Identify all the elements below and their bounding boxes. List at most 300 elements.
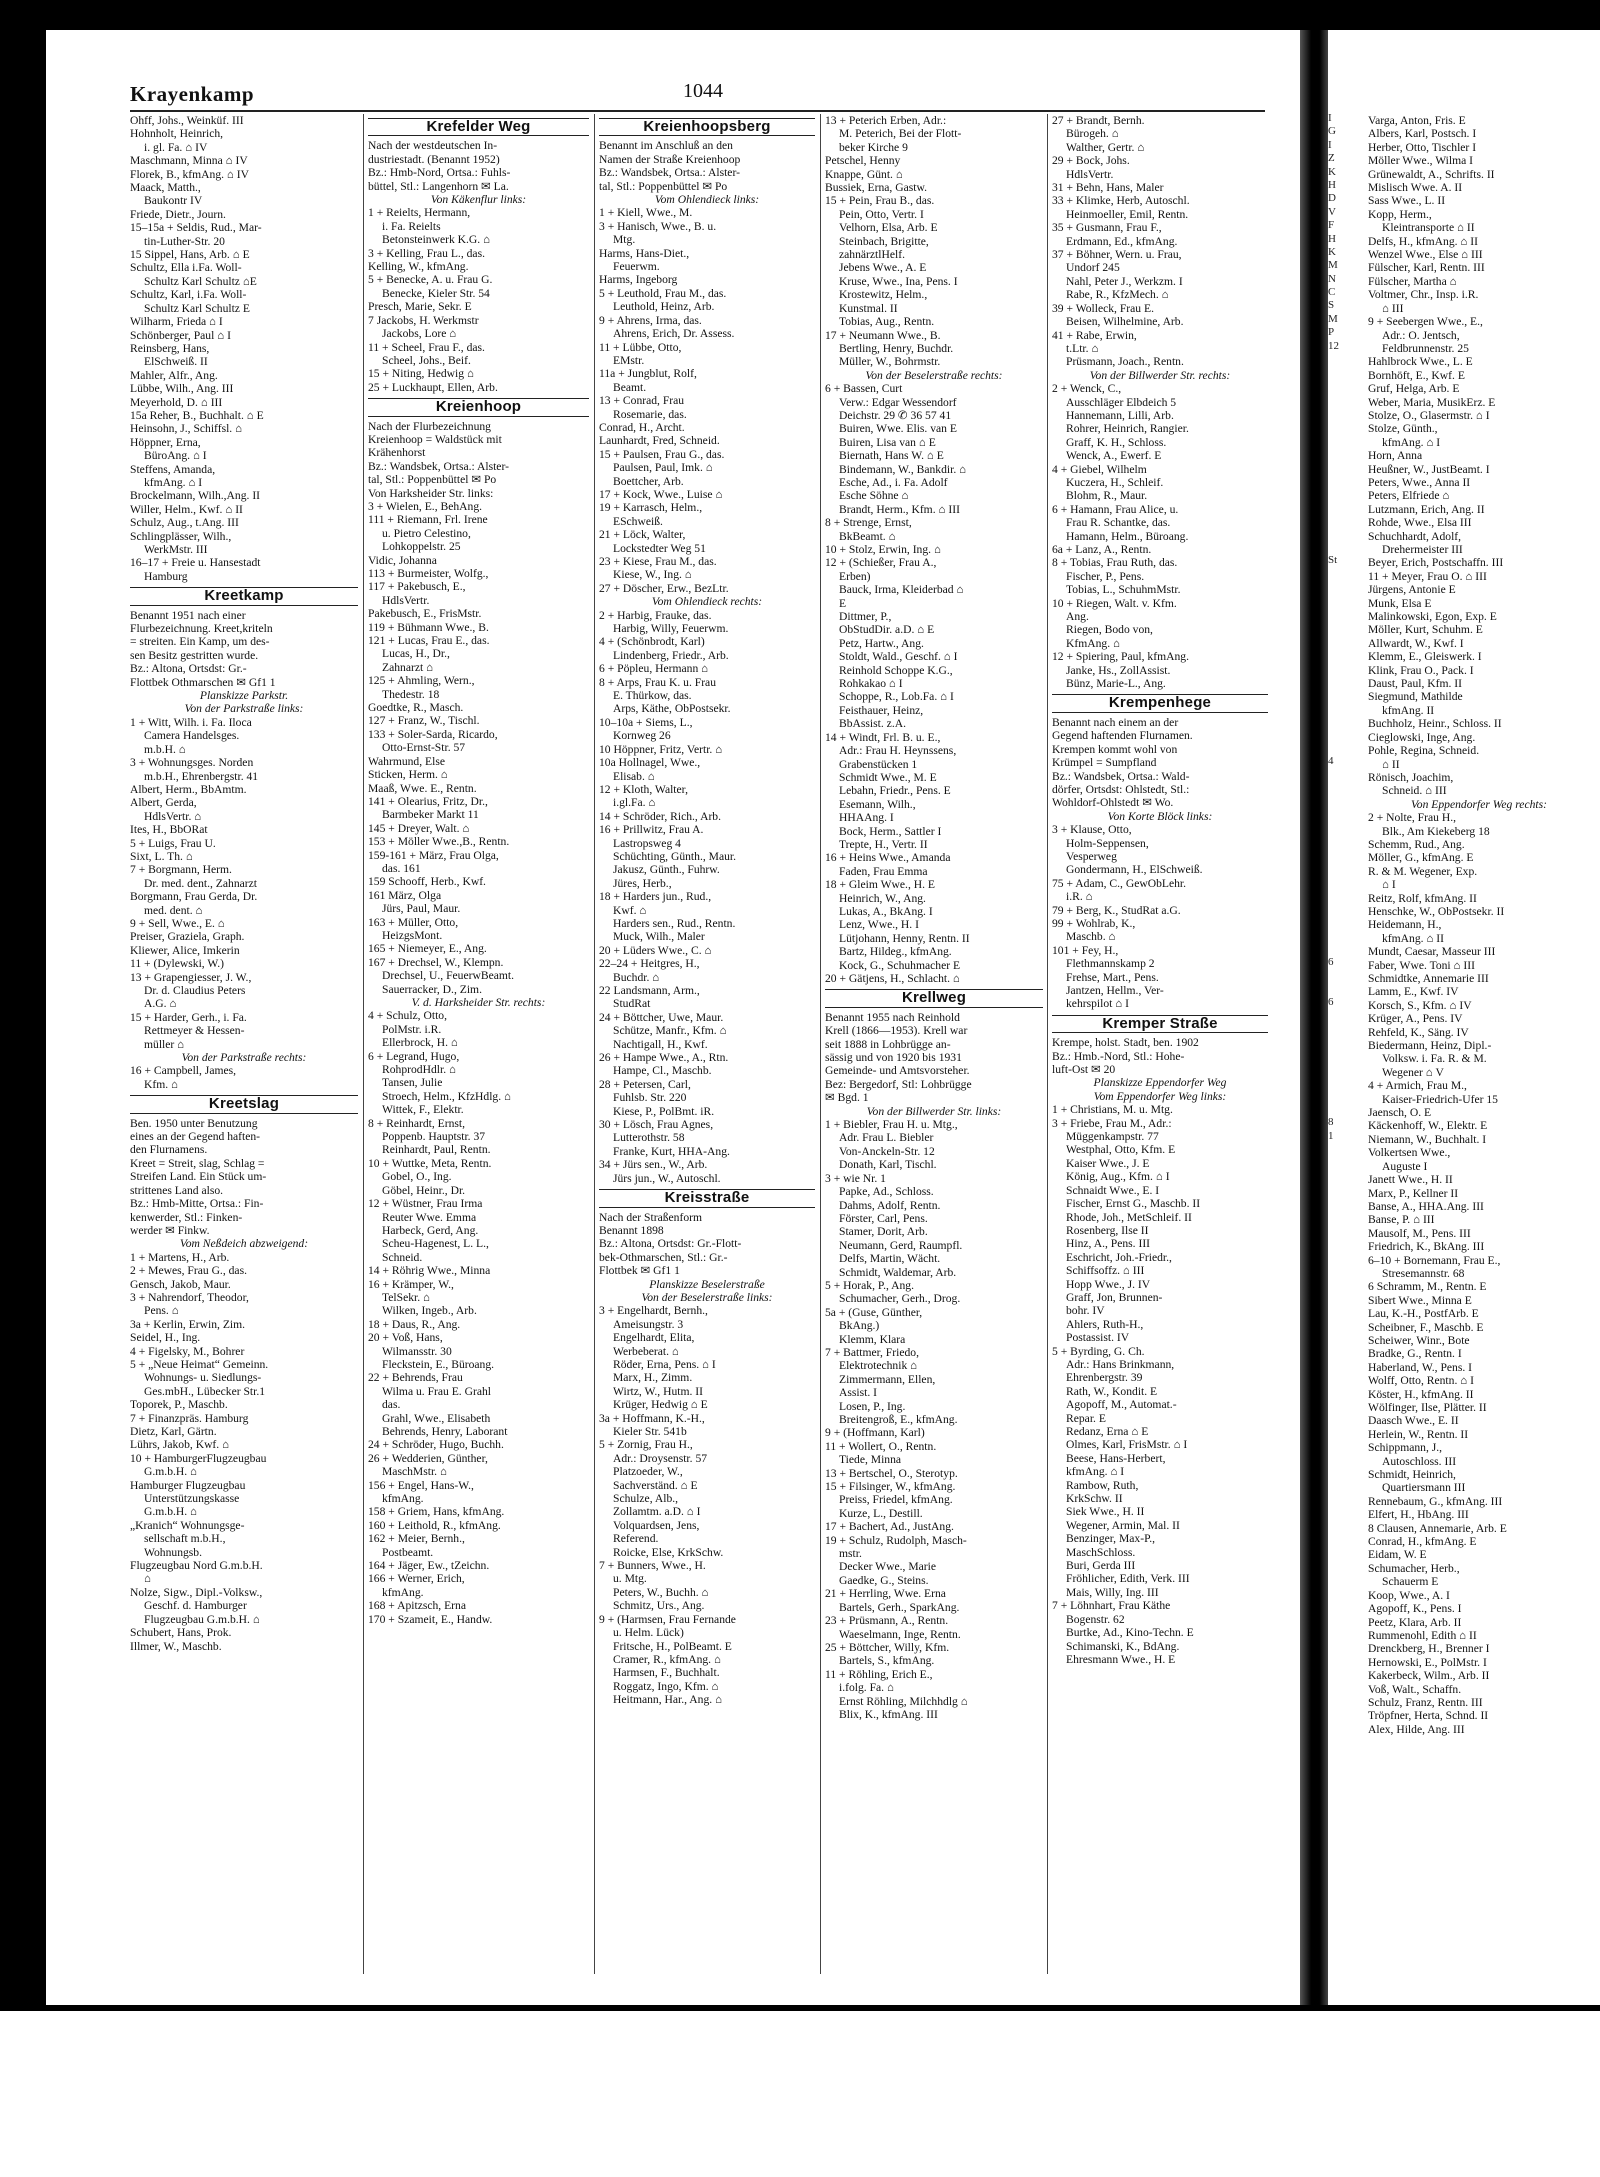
directory-entry: Wilharm, Frieda ⌂ I [130,315,223,329]
edge-fragment [1328,728,1358,741]
entry-continuation: Pein, Otto, Vertr. I [839,207,924,221]
entry-continuation: Adr. Frau L. Biebler [839,1131,934,1145]
directory-entry: 99 + Wohlrab, K., [1052,916,1136,930]
directory-entry: Ohff, Johs., Weinküf. III [130,114,244,127]
directory-entry: Schubert, Hans, Prok. [130,1626,232,1640]
directory-entry: Benannt 1898 [599,1223,664,1237]
directory-entry: 8 Clausen, Annemarie, Arb. E [1368,1521,1507,1535]
directory-entry: 21 + Herrling, Wwe. Erna [825,1587,946,1601]
directory-entry: 5 + Benecke, A. u. Frau G. [368,273,493,287]
directory-entry: Schultz, Ella i.Fa. Woll- [130,261,242,275]
scanner-border-left [0,0,46,2010]
directory-entry: Bussiek, Erna, Gastw. [825,181,927,195]
entry-continuation: Schultz Karl Schultz ⌂E [144,274,257,288]
entry-continuation: bohr. IV [1066,1304,1105,1318]
entry-continuation: Benzinger, Max-P., [1066,1532,1156,1546]
directory-entry: Harms, Ingeborg [599,273,678,287]
entry-continuation: Brandt, Herm., Kfm. ⌂ III [839,502,960,516]
entry-continuation: Harmsen, F., Buchhalt. [613,1666,720,1680]
entry-continuation: u. Pietro Celestino, [382,526,471,540]
directory-entry: 5 + „Neue Heimat“ Gemeinn. [130,1357,269,1371]
entry-continuation: Lucas, H., Dr., [382,647,450,661]
entry-continuation: Jüres, Herb., [613,876,672,890]
entry-continuation: Harbeck, Gerd, Ang. [382,1223,479,1237]
directory-entry: Käckenhoff, W., Elektr. E [1368,1119,1488,1133]
directory-entry: Sixt, L. Th. ⌂ [130,849,193,863]
directory-entry: 27 + Brandt, Bernh. [1052,114,1145,127]
entry-continuation: Schneid. [382,1250,423,1264]
entry-continuation: Ellerbrock, H. ⌂ [382,1036,458,1050]
directory-entry: Friede, Dietr., Journ. [130,207,226,221]
entry-continuation: Hinz, A., Pens. III [1066,1237,1151,1251]
directory-entry: 6–10 + Bornemann, Frau E., [1368,1253,1501,1267]
directory-entry: 1 + Witt, Wilh. i. Fa. Iloca [130,715,252,729]
entry-continuation: Elektrotechnik ⌂ [839,1359,918,1373]
entry-continuation: Förster, Carl, Pens. [839,1211,928,1225]
edge-fragment [1328,634,1358,647]
entry-continuation: Kiese, W., Ing. ⌂ [613,568,692,582]
entry-continuation: Jackobs, Lore ⌂ [382,327,457,341]
directory-entry: Schemm, Rud., Ang. [1368,837,1465,851]
directory-entry: 156 + Engel, Hans-W., [368,1478,474,1492]
directory-entry: Conrad, H., kfmAng. E [1368,1535,1477,1549]
entry-continuation: Schneid. ⌂ III [1382,784,1447,798]
directory-entry: Biedermann, Heinz, Dipl.- [1368,1039,1492,1053]
edge-fragment: St [1328,553,1338,566]
directory-entry: 18 + Harders jun., Rud., [599,890,712,904]
directory-entry: Klemm, E., Gleiswerk. I [1368,650,1482,664]
edge-fragment [1328,500,1358,513]
directory-entry: Möller, Kurt, Schuhm. E [1368,623,1483,637]
directory-entry: Peetz, Klara, Arb. II [1368,1615,1462,1629]
directory-entry: 24 + Böttcher, Uwe, Maur. [599,1010,724,1024]
directory-entry: 10 + Wuttke, Meta, Rentn. [368,1156,492,1170]
entry-continuation: Riegen, Bodo von, [1066,623,1153,637]
directory-entry: 159 Schooff, Herb., Kwf. [368,875,486,889]
directory-entry: Eidam, W. E [1368,1548,1427,1562]
entry-continuation: Graff, Jon, Brunnen- [1066,1290,1163,1304]
entry-continuation: Bertling, Henry, Buchdr. [839,341,954,355]
directory-entry: 121 + Lucas, Frau E., das. [368,634,490,648]
entry-continuation: tin-Luther-Str. 20 [144,234,225,248]
directory-entry: Fülscher, Karl, Rentn. III [1368,261,1485,275]
entry-continuation: ⌂ II [1382,757,1400,771]
edge-fragment [1328,1103,1358,1116]
directory-entry: Conrad, H., Archt. [599,420,685,434]
directory-entry: Albert, Gerda, [130,796,197,810]
directory-entry: Faber, Wwe. Toni ⌂ III [1368,958,1475,972]
directory-entry: 2 + Mewes, Frau G., das. [130,1264,247,1278]
entry-continuation: Beisen, Wilhelmine, Arb. [1066,315,1184,329]
directory-entry: 11 + Röhling, Erich E., [825,1667,933,1681]
directory-entry: Weber, Maria, MusikErz. E [1368,395,1496,409]
edge-fragment [1328,407,1358,420]
street-heading: Kremper Straße [1052,1015,1268,1033]
entry-continuation: Janke, Hs., ZollAssist. [1066,663,1171,677]
entry-continuation: Ameisungstr. 3 [613,1317,684,1331]
directory-entry: tal, Stl.: Poppenbüttel ✉ Po [599,179,728,193]
directory-entry: Rehfeld, K., Säng. IV [1368,1025,1469,1039]
edge-fragment: M [1328,312,1338,325]
directory-entry: 3 + wie Nr. 1 [825,1171,886,1185]
directory-entry: 163 + Müller, Otto, [368,915,459,929]
entry-continuation: Petz, Hartw., Ang. [839,636,924,650]
directory-entry: Maaß, Wwe. E., Rentn. [368,781,477,795]
entry-continuation: Bartels, S., kfmAng. [839,1654,935,1668]
entry-continuation: Kleintransporte ⌂ II [1382,221,1475,235]
entry-continuation: i.R. ⌂ [1066,890,1093,904]
entry-continuation: HdlsVertr. [1066,167,1114,181]
entry-continuation: Verw.: Edgar Wessendorf [839,395,957,409]
directory-entry: 7 + Löhnhart, Frau Käthe [1052,1599,1171,1613]
directory-entry: Buchholz, Heinr., Schloss. II [1368,717,1502,731]
entry-continuation: Zimmermann, Ellen, [839,1372,936,1386]
directory-entry: 11 + (Dylewski, W.) [130,957,225,971]
entry-continuation: Repar. E [1066,1411,1106,1425]
entry-continuation: MaschMstr. ⌂ [382,1465,447,1479]
entry-continuation: StudRat [613,997,651,1011]
entry-continuation: ESchweiß. [613,514,663,528]
section-subheading: Von Eppendorfer Weg rechts: [1411,797,1547,811]
entry-continuation: Cramer, R., kfmAng. ⌂ [613,1652,721,1666]
directory-entry: 3a + Kerlin, Erwin, Zim. [130,1317,246,1331]
directory-entry: Jürgens, Antonie E [1368,583,1456,597]
entry-continuation: Volquardsen, Jens, [613,1518,700,1532]
entry-continuation: Lohkoppelstr. 25 [382,540,461,554]
directory-entry: 125 + Ahmling, Wern., [368,674,475,688]
entry-continuation: Kiese, P., PolBmt. iR. [613,1104,715,1118]
directory-entry: Mausolf, M., Pens. III [1368,1226,1471,1240]
directory-entry: 9 + (Hoffmann, Karl) [825,1426,925,1440]
directory-entry: Haberland, W., Pens. I [1368,1360,1473,1374]
edge-fragment: 6 [1328,955,1334,968]
entry-continuation: Hannemann, Lilli, Arb. [1066,408,1174,422]
directory-entry: 3 + Hanisch, Wwe., B. u. [599,219,717,233]
entry-continuation: Jürs, Paul, Maur. [382,902,461,916]
directory-entry: Hamburger Flugzeugbau [130,1478,246,1492]
directory-entry: Schumacher, Herb., [1368,1561,1460,1575]
edge-fragment [1328,741,1358,754]
edge-fragment [1328,527,1358,540]
entry-continuation: Von-Anckeln-Str. 12 [839,1144,935,1158]
entry-continuation: Postbeamt. [382,1545,434,1559]
entry-continuation: Fischer, Ernst G., Maschb. II [1066,1197,1201,1211]
entry-continuation: Wilken, Ingeb., Arb. [382,1304,477,1318]
entry-continuation: TelSekr. ⌂ [382,1290,431,1304]
directory-entry: luft-Ost ✉ 20 [1052,1063,1116,1077]
directory-entry: 164 + Jäger, Ew., tZeichn. [368,1559,490,1573]
entry-continuation: t.Ltr. ⌂ [1066,341,1099,355]
entry-continuation: Tiede, Minna [839,1453,902,1467]
entry-continuation: MaschSchloss. [1066,1545,1136,1559]
entry-continuation: Rohkakao ⌂ I [839,677,903,691]
entry-continuation: HdlsVertr. ⌂ [144,809,202,823]
entry-continuation: Esche Söhne ⌂ [839,489,909,503]
entry-continuation: das. [382,1398,401,1412]
entry-continuation: Zollamtm. a.D. ⌂ I [613,1505,701,1519]
street-heading: Krellweg [825,989,1043,1007]
entry-continuation: Tansen, Julie [382,1076,443,1090]
edge-fragment [1328,1063,1358,1076]
entry-continuation: zahnärztlHelf. [839,248,905,262]
directory-entry: Nach der Flurbezeichnung [368,419,491,433]
directory-entry: 1 + Martens, H., Arb. [130,1250,230,1264]
entry-continuation: Lutterothstr. 58 [613,1131,685,1145]
entry-continuation: i.folg. Fa. ⌂ [839,1681,894,1695]
entry-continuation: Roicke, Else, KrkSchw. [613,1545,724,1559]
entry-continuation: BkAng.) [839,1319,880,1333]
directory-entry: 145 + Dreyer, Walt. ⌂ [368,821,470,835]
directory-entry: Stolze, O., Glasermstr. ⌂ I [1368,408,1490,422]
directory-entry: Preiser, Graziela, Graph. [130,930,245,944]
directory-entry: ✉ Bgd. 1 [825,1091,869,1105]
entry-continuation: Wohnungsb. [144,1545,203,1559]
directory-entry: Flugzeugbau Nord G.m.b.H. [130,1559,263,1573]
entry-continuation: Hamburg [144,569,188,583]
directory-entry: 5a + (Guse, Günther, [825,1305,923,1319]
directory-entry: Harms, Hans-Diet., [599,246,690,260]
entry-continuation: E. Thürkow, das. [613,689,692,703]
entry-continuation: Scheu-Hagenest, L. L., [382,1237,489,1251]
entry-continuation: Feuerwm. [613,260,660,274]
directory-entry: 27 + Döscher, Erw., BezLtr. [599,581,729,595]
entry-continuation: Neumann, Gerd, Raumpfl. [839,1238,963,1252]
edge-fragment [1328,594,1358,607]
entry-continuation: Gondermann, H., ElSchweiß. [1066,863,1203,877]
directory-entry: 17 + Bachert, Ad., JustAng. [825,1520,954,1534]
entry-continuation: med. dent. ⌂ [144,903,203,917]
directory-entry: Nach der westdeutschen In- [368,139,498,153]
directory-entry: 170 + Szameit, E., Handw. [368,1612,493,1626]
directory-entry: Rennebaum, G., kfmAng. III [1368,1494,1503,1508]
entry-continuation: ⌂ I [1382,878,1396,892]
entry-continuation: Flugzeugbau G.m.b.H. ⌂ [144,1612,260,1626]
directory-entry: Illmer, W., Maschb. [130,1639,222,1653]
entry-continuation: Hampe, Cl., Maschb. [613,1064,712,1078]
entry-continuation: Scheel, Johs., Beif. [382,353,471,367]
entry-continuation: Boettcher, Arb. [613,474,684,488]
entry-continuation: Decker Wwe., Marie [839,1560,936,1574]
directory-entry: Schmidt, Heinrich, [1368,1468,1456,1482]
directory-entry: Meyerhold, D. ⌂ III [130,395,223,409]
directory-entry: Albers, Karl, Postsch. I [1368,127,1477,141]
entry-continuation: Esche, Ad., i. Fa. Adolf [839,475,948,489]
directory-entry: 1 + Biebler, Frau H. u. Mtg., [825,1118,958,1132]
directory-entry: Korsch, S., Kfm. ⌂ IV [1368,998,1472,1012]
directory-entry: Krähenhorst [368,446,426,460]
column-4 [825,114,1043,1994]
directory-entry: 79 + Berg, K., StudRat a.G. [1052,903,1181,917]
entry-continuation: Beamt. [613,380,647,394]
entry-continuation: Faden, Frau Emma [839,864,928,878]
entry-continuation: Paulsen, Paul, Imk. ⌂ [613,461,713,475]
section-subheading: Vom Ohlendieck rechts: [651,595,763,609]
entry-continuation: Mais, Willy, Ing. III [1066,1585,1159,1599]
entry-continuation: BkBeamt. ⌂ [839,529,896,543]
directory-entry: Bz.: Hmb-Nord, Ortsa.: Fuhls- [368,166,511,180]
directory-entry: Wolff, Otto, Rentn. ⌂ I [1368,1374,1474,1388]
entry-continuation: Rath, W., Kondit. E [1066,1384,1158,1398]
directory-entry: Scheiwer, Winr., Bote [1368,1333,1470,1347]
edge-fragment [1328,822,1358,835]
directory-entry: Wenzel Wwe., Else ⌂ III [1368,248,1483,262]
street-heading: Krempenhege [1052,694,1268,712]
directory-entry: 6 + Legrand, Hugo, [368,1049,460,1063]
entry-continuation: HeizgsMont. [382,928,443,942]
directory-entry: Elfert, H., HbAng. III [1368,1508,1469,1522]
edge-fragment [1328,353,1358,366]
entry-continuation: i.gl.Fa. ⌂ [613,796,656,810]
directory-entry: 26 + Hampe Wwe., A., Rtn. [599,1051,729,1065]
entry-continuation: Heinrich, W., Ang. [839,891,926,905]
book-gutter [1300,30,1328,2005]
entry-continuation: Dittmer, P., [839,610,892,624]
directory-entry: 24 + Schröder, Hugo, Buchh. [368,1438,504,1452]
directory-entry: Steffens, Amanda, [130,462,216,476]
column-1 [130,114,358,1994]
entry-continuation: Esemann, Wilh., [839,797,916,811]
directory-entry: Stolze, Günth., [1368,422,1438,436]
directory-entry: 113 + Burmeister, Wolfg., [368,567,489,580]
entry-continuation: i. gl. Fa. ⌂ IV [144,140,208,154]
entry-continuation: müller ⌂ [144,1037,185,1051]
entry-continuation: Leuthold, Heinz, Arb. [613,300,715,314]
entry-continuation: Wirtz, W., Hutm. II [613,1384,704,1398]
directory-entry: Banse, P. ⌂ III [1368,1213,1435,1227]
edge-fragment: M [1328,259,1338,272]
entry-continuation: mstr. [839,1547,862,1561]
entry-continuation: Prüsmann, Joach., Rentn. [1066,355,1184,369]
section-subheading: V. d. Harksheider Str. rechts: [411,996,546,1009]
entry-continuation: Röder, Erna, Pens. ⌂ I [613,1357,716,1371]
directory-entry: 29 + Bock, Johs. [1052,154,1130,168]
entry-continuation: Adr.: Hans Brinkmann, [1066,1357,1175,1371]
entry-continuation: G.m.b.H. ⌂ [144,1465,198,1479]
directory-entry: 14 + Windt, Frl. B. u. E., [825,730,941,744]
entry-continuation: Krüger, Hedwig ⌂ E [613,1398,708,1412]
directory-entry: Alex, Hilde, Ang. III [1368,1722,1465,1736]
directory-entry: Herber, Otto, Tischler I [1368,140,1477,154]
directory-entry: Schulz, Franz, Rentn. III [1368,1695,1483,1709]
scanner-border-bottom [0,2005,1600,2011]
directory-entry: 13 + Peterich Erben, Adr.: [825,114,947,127]
directory-entry: 7 + Bunners, Wwe., H. [599,1559,706,1573]
directory-entry: 7 + Borgmann, Herm. [130,863,232,877]
entry-continuation: Kock, G., Schuhmacher E [839,958,961,972]
directory-entry: Bz.: Altona, Ortsdst: Gr.-Flott- [599,1237,742,1251]
entry-continuation: E [839,596,847,610]
directory-entry: Flottbek Othmarschen ✉ Gf1 1 [130,675,276,689]
entry-continuation: Ges.mbH., Lübecker Str.1 [144,1384,266,1398]
directory-entry: Schulz, Aug., t.Ang. III [130,516,239,530]
entry-continuation: Drechsel, U., FeuerwBeamt. [382,969,514,983]
entry-continuation: Erdmann, Ed., kfmAng. [1066,234,1178,248]
directory-entry: Peters, Wwe., Anna II [1368,475,1471,489]
entry-continuation: Westphal, Otto, Kfm. E [1066,1143,1176,1157]
directory-entry: 141 + Olearius, Fritz, Dr., [368,794,488,808]
directory-entry: eines an der Gegend haften- [130,1130,261,1144]
directory-entry: 6 Schramm, M., Rentn. E [1368,1280,1487,1294]
entry-continuation: M. Peterich, Bei der Flott- [839,127,962,141]
section-subheading: Von der Billwerder Str. rechts: [1089,368,1231,382]
entry-continuation: das. 161 [382,861,421,875]
edge-fragment [1328,915,1358,928]
entry-continuation: kfmAng. [382,1492,424,1506]
entry-continuation: Engelhardt, Elita, [613,1331,695,1345]
entry-continuation: Erben) [839,569,871,583]
entry-continuation: Schiffsoffz. ⌂ III [1066,1264,1145,1278]
entry-continuation: Behrends, Henry, Laborant [382,1425,508,1438]
directory-entry: 33 + Klimke, Herb, Autoschl. [1052,194,1190,208]
directory-entry: Willer, Helm., Kwf. ⌂ II [130,502,243,516]
entry-continuation: Referend. [613,1532,659,1546]
entry-continuation: Müggenkampstr. 77 [1066,1130,1159,1144]
edge-fragment [1328,848,1358,861]
entry-continuation: Wegener ⌂ V [1382,1065,1444,1079]
entry-continuation: Vesperweg [1066,849,1117,863]
directory-entry: 16–17 + Freie u. Hansestadt [130,556,261,570]
entry-continuation: Beese, Hans-Herbert, [1066,1451,1166,1465]
edge-fragment: 8 [1328,1116,1334,1129]
entry-continuation: Pens. ⌂ [144,1304,179,1318]
entry-continuation: kfmAng. ⌂ I [144,475,203,489]
directory-entry: Rönisch, Joachim, [1368,770,1454,784]
entry-continuation: kfmAng. II [1382,703,1435,717]
directory-entry: 20 + Gätjens, H., Schlacht. ⌂ [825,972,960,985]
entry-continuation: Sachverständ. ⌂ E [613,1478,698,1492]
directory-entry: Beyer, Erich, Postschaffn. III [1368,556,1504,570]
column-5 [1052,114,1268,1994]
entry-continuation: Graff, K. H., Schloss. [1066,435,1167,449]
directory-entry: 2 + Nolte, Frau H., [1368,811,1457,825]
directory-entry: Bz.: Hmb-Mitte, Ortsa.: Fin- [130,1197,264,1211]
edge-fragment: G [1328,125,1336,138]
directory-entry: tal, Stl.: Poppenbüttel ✉ Po [368,473,497,487]
entry-continuation: Kwf. ⌂ [613,903,647,917]
entry-continuation: Flethmannskamp 2 [1066,957,1155,971]
directory-entry: 101 + Fey, H., [1052,943,1119,957]
entry-continuation: Kurze, L., Destill. [839,1506,923,1520]
directory-entry: Krempe, holst. Stadt, ben. 1902 [1052,1036,1199,1050]
directory-entry: 7 + Battmer, Friedo, [825,1345,919,1359]
directory-entry: Möller, G., kfmAng. E [1368,851,1474,865]
directory-entry: 15 + Harder, Gerh., i. Fa. [130,1010,247,1024]
directory-entry: Delfs, H., kfmAng. ⌂ II [1368,234,1478,248]
entry-continuation: Siek Wwe., H. II [1066,1505,1145,1519]
entry-continuation: Nahl, Peter J., Werkzm. I [1066,274,1183,288]
directory-entry: Ben. 1950 unter Benutzung [130,1116,258,1130]
directory-entry: 18 + Daus, R., Ang. [368,1317,461,1331]
directory-entry: 14 + Röhrig Wwe., Minna [368,1264,491,1278]
entry-continuation: Jebens Wwe., A. E [839,261,927,275]
directory-entry: Schippmann, J., [1368,1441,1443,1455]
directory-entry: Schönberger, Paul ⌂ I [130,328,231,342]
directory-entry: 6 + Hamann, Frau Alice, u. [1052,502,1179,516]
directory-entry: 17 + Kock, Wwe., Luise ⌂ [599,487,723,501]
edge-fragment [1328,1009,1358,1022]
directory-entry: 8 + Reinhardt, Ernst, [368,1116,466,1130]
edge-fragment [1328,902,1358,915]
entry-continuation: Ehresmann Wwe., H. E [1066,1652,1176,1666]
entry-continuation: Muck, Wilh., Maler [613,930,705,944]
directory-entry: 10a Hollnagel, Wwe., [599,756,701,770]
directory-entry: Pakebusch, E., FrisMstr. [368,607,482,621]
section-subheading: Von Korte Blöck links: [1107,809,1213,823]
section-subheading: Vom Neßdeich abzweigend: [179,1237,309,1251]
entry-continuation: Fleckstein, E., Büroang. [382,1357,495,1371]
street-heading: Krefelder Weg [368,118,589,136]
directory-entry: 5 + Zornig, Frau H., [599,1438,693,1452]
